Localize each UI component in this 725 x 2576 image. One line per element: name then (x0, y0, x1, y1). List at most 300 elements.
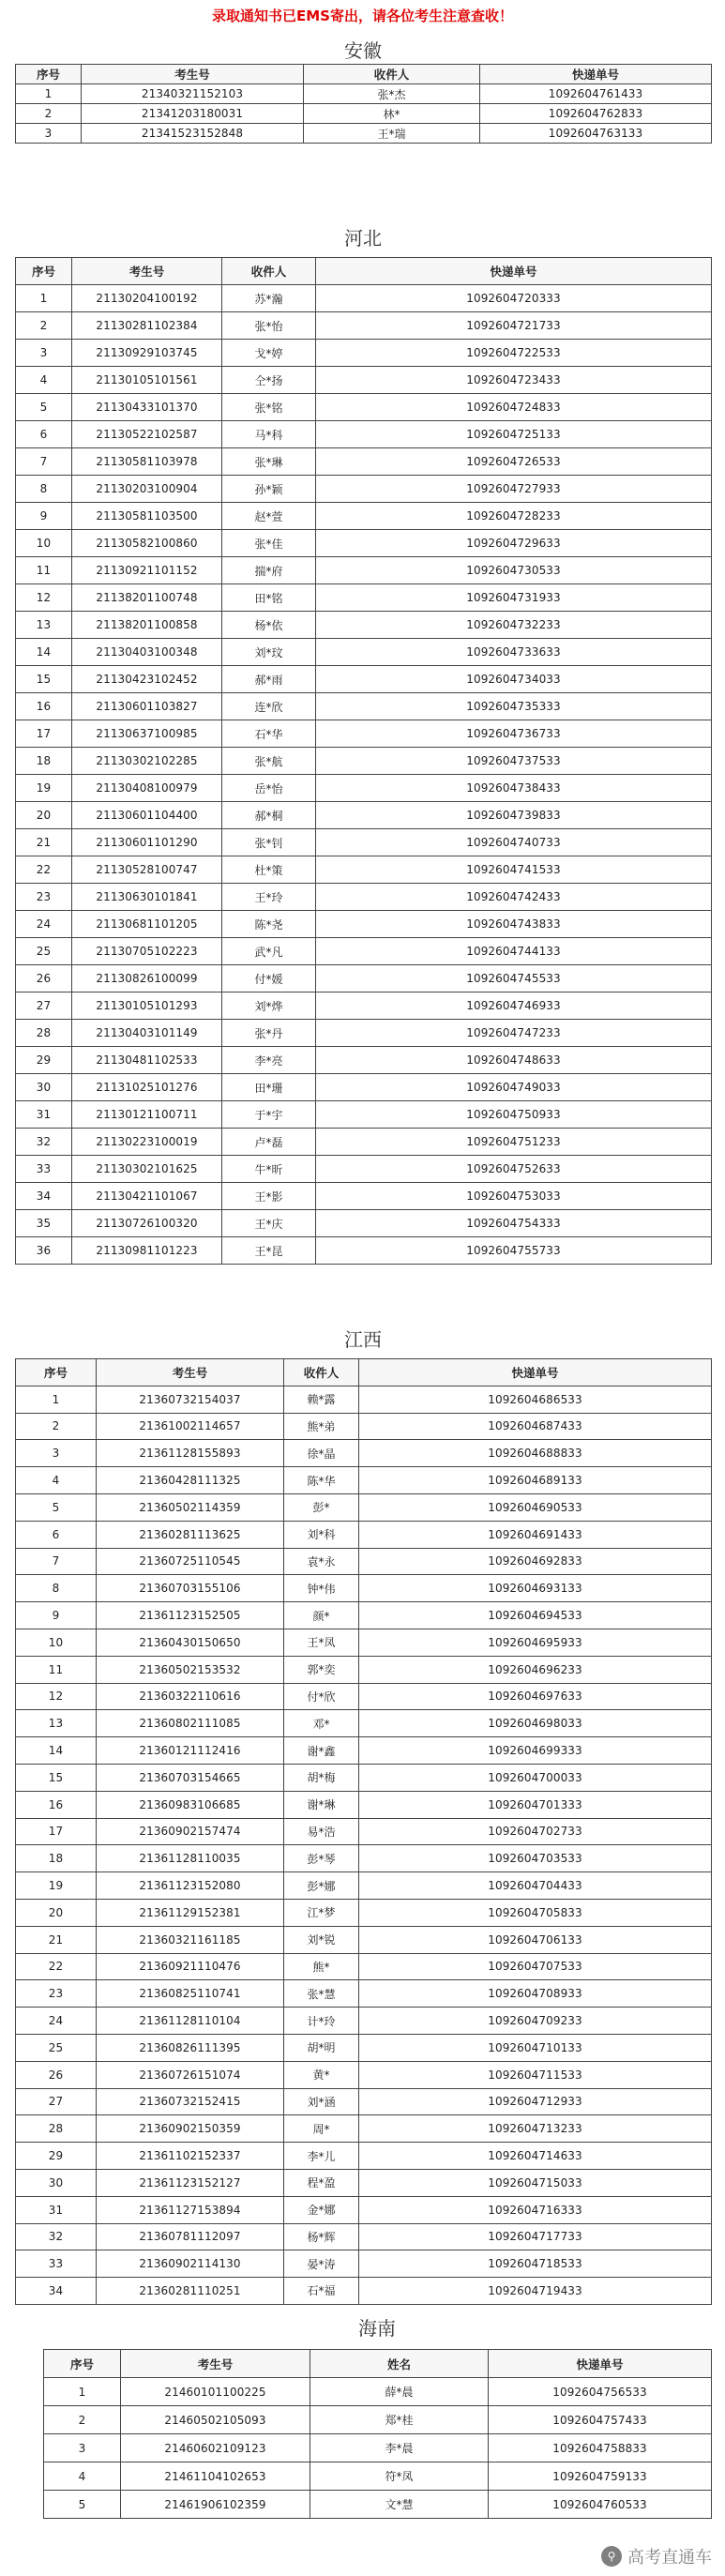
candidate-id: 21360802111085 (97, 1710, 284, 1737)
tracking-number: 1092604758833 (489, 2434, 712, 2462)
candidate-id: 21360703155106 (97, 1575, 284, 1602)
table-row (16, 1764, 712, 1791)
recipient-name: 王*凤 (284, 1629, 359, 1656)
candidate-id: 21130581103978 (72, 448, 222, 476)
watermark-text: 高考直通车 (627, 2548, 712, 2568)
recipient-name: 刘*烨 (222, 993, 316, 1020)
table-row (16, 2169, 712, 2196)
table-row (16, 1521, 712, 1548)
tracking-number: 1092604691433 (359, 1521, 712, 1548)
tracking-number: 1092604725133 (316, 421, 712, 448)
table-row (16, 884, 712, 911)
row-index: 13 (16, 612, 72, 639)
candidate-id: 21460502105093 (121, 2406, 310, 2434)
table-row (16, 2250, 712, 2278)
table-row (16, 1183, 712, 1210)
recipient-name: 卢*磊 (222, 1129, 316, 1156)
candidate-id: 21130826100099 (72, 965, 222, 993)
candidate-id: 21130121100711 (72, 1101, 222, 1129)
candidate-id: 21361123152080 (97, 1872, 284, 1900)
table-row (16, 1845, 712, 1872)
candidate-id: 21130223100019 (72, 1129, 222, 1156)
candidate-id: 21130637100985 (72, 720, 222, 748)
row-index: 6 (16, 1521, 97, 1548)
table-row (16, 2061, 712, 2088)
candidate-id: 21130582100860 (72, 530, 222, 557)
row-index: 33 (16, 1156, 72, 1183)
table-row (16, 84, 712, 104)
tracking-number: 1092604701333 (359, 1791, 712, 1818)
tracking-number: 1092604757433 (489, 2406, 712, 2434)
row-index: 2 (44, 2406, 121, 2434)
recipient-name: 江*梦 (284, 1899, 359, 1926)
tracking-number: 1092604726533 (316, 448, 712, 476)
recipient-name: 张*杰 (304, 84, 480, 104)
col-header-index: 序号 (16, 65, 82, 84)
row-index: 16 (16, 693, 72, 720)
recipient-name: 张*航 (222, 748, 316, 775)
candidate-id: 21130403101149 (72, 1020, 222, 1047)
recipient-name: 张*慧 (284, 1980, 359, 2008)
tracking-number: 1092604710133 (359, 2034, 712, 2061)
table-row (16, 2034, 712, 2061)
row-index: 30 (16, 1074, 72, 1101)
recipient-name: 晏*涛 (284, 2250, 359, 2278)
recipient-name: 王*影 (222, 1183, 316, 1210)
table-row (16, 394, 712, 421)
candidate-id: 21361128155893 (97, 1440, 284, 1467)
tracking-number: 1092604731933 (316, 584, 712, 612)
tracking-number: 1092604761433 (480, 84, 712, 104)
table-row (16, 1980, 712, 2008)
table-row (16, 1899, 712, 1926)
table-row (16, 312, 712, 340)
tracking-number: 1092604732233 (316, 612, 712, 639)
tracking-number: 1092604722533 (316, 340, 712, 367)
table-row (16, 802, 712, 829)
row-index: 2 (16, 104, 82, 124)
candidate-id: 21361102152337 (97, 2143, 284, 2170)
recipient-name: 谢*琳 (284, 1791, 359, 1818)
row-index: 27 (16, 993, 72, 1020)
recipient-name: 孙*颖 (222, 476, 316, 503)
table-row (16, 1656, 712, 1683)
candidate-id: 21130421101067 (72, 1183, 222, 1210)
tracking-number: 1092604698033 (359, 1710, 712, 1737)
tracking-number: 1092604686533 (359, 1386, 712, 1413)
candidate-id: 21130203100904 (72, 476, 222, 503)
recipient-name: 郝*桐 (222, 802, 316, 829)
row-index: 29 (16, 1047, 72, 1074)
tracking-number: 1092604727933 (316, 476, 712, 503)
row-index: 36 (16, 1237, 72, 1265)
col-header-recipient: 收件人 (284, 1359, 359, 1386)
candidate-id: 21360502114359 (97, 1493, 284, 1521)
table-row (16, 2115, 712, 2143)
candidate-id: 21130281102384 (72, 312, 222, 340)
col-header-recipient: 收件人 (304, 65, 480, 84)
table-row (16, 993, 712, 1020)
row-index: 1 (44, 2378, 121, 2406)
recipient-name: 杨*辉 (284, 2223, 359, 2250)
table-row (16, 1020, 712, 1047)
row-index: 5 (16, 394, 72, 421)
row-index: 5 (44, 2491, 121, 2519)
candidate-id: 21360726151074 (97, 2061, 284, 2088)
tracking-number: 1092604687433 (359, 1413, 712, 1440)
table-header-row (16, 65, 712, 84)
recipient-name: 计*玲 (284, 2008, 359, 2035)
table-row (16, 1791, 712, 1818)
row-index: 21 (16, 1926, 97, 1953)
tracking-number: 1092604704433 (359, 1872, 712, 1900)
recipient-name: 黄* (284, 2061, 359, 2088)
candidate-id: 21340321152103 (82, 84, 304, 104)
candidate-id: 21361123152127 (97, 2169, 284, 2196)
row-index: 17 (16, 720, 72, 748)
recipient-name: 岳*怡 (222, 775, 316, 802)
recipient-name: 郝*雨 (222, 666, 316, 693)
candidate-id: 21361127153894 (97, 2196, 284, 2223)
tracking-number: 1092604702733 (359, 1818, 712, 1845)
candidate-id: 21130481102533 (72, 1047, 222, 1074)
table-row (16, 2143, 712, 2170)
candidate-id: 21130981101223 (72, 1237, 222, 1265)
recipient-name: 谢*鑫 (284, 1737, 359, 1765)
tracking-number: 1092604703533 (359, 1845, 712, 1872)
candidate-id: 21341203180031 (82, 104, 304, 124)
row-index: 34 (16, 2278, 97, 2305)
tracking-number: 1092604707533 (359, 1953, 712, 1980)
tracking-number: 1092604748633 (316, 1047, 712, 1074)
candidate-id: 21361128110035 (97, 1845, 284, 1872)
row-index: 31 (16, 2196, 97, 2223)
recipient-name: 杨*依 (222, 612, 316, 639)
col-header-tracking-number: 快递单号 (316, 258, 712, 285)
recipient-name: 邓* (284, 1710, 359, 1737)
row-index: 25 (16, 2034, 97, 2061)
table-hainan (43, 2349, 712, 2519)
row-index: 1 (16, 285, 72, 312)
tracking-number: 1092604734033 (316, 666, 712, 693)
recipient-name: 刘*涵 (284, 2088, 359, 2115)
candidate-id: 21360322110616 (97, 1683, 284, 1710)
tracking-number: 1092604739833 (316, 802, 712, 829)
recipient-name: 文*慧 (310, 2491, 489, 2519)
tracking-number: 1092604756533 (489, 2378, 712, 2406)
tracking-number: 1092604742433 (316, 884, 712, 911)
recipient-name: 张*钊 (222, 829, 316, 856)
table-row (16, 1047, 712, 1074)
province-title-hainan: 海南 (358, 2317, 396, 2340)
col-header-index: 序号 (16, 1359, 97, 1386)
tracking-number: 1092604715033 (359, 2169, 712, 2196)
tracking-number: 1092604753033 (316, 1183, 712, 1210)
row-index: 6 (16, 421, 72, 448)
table-row (16, 748, 712, 775)
recipient-name: 郑*桂 (310, 2406, 489, 2434)
row-index: 12 (16, 1683, 97, 1710)
tracking-number: 1092604754333 (316, 1210, 712, 1237)
col-header-index: 序号 (16, 258, 72, 285)
candidate-id: 21130726100320 (72, 1210, 222, 1237)
recipient-name: 彭*娜 (284, 1872, 359, 1900)
table-row (16, 367, 712, 394)
table-row (16, 1440, 712, 1467)
candidate-id: 21360826111395 (97, 2034, 284, 2061)
candidate-id: 21360502153532 (97, 1656, 284, 1683)
candidate-id: 21130929103745 (72, 340, 222, 367)
tracking-number: 1092604743833 (316, 911, 712, 938)
row-index: 24 (16, 911, 72, 938)
candidate-id: 21361123152505 (97, 1602, 284, 1629)
table-row (16, 829, 712, 856)
tracking-number: 1092604740733 (316, 829, 712, 856)
tracking-number: 1092604762833 (480, 104, 712, 124)
recipient-name: 符*凤 (310, 2462, 489, 2491)
candidate-id: 21360902114130 (97, 2250, 284, 2278)
tracking-number: 1092604759133 (489, 2462, 712, 2491)
row-index: 10 (16, 530, 72, 557)
table-row (16, 530, 712, 557)
row-index: 3 (44, 2434, 121, 2462)
candidate-id: 21360430150650 (97, 1629, 284, 1656)
tracking-number: 1092604760533 (489, 2491, 712, 2519)
table-row (16, 557, 712, 584)
row-index: 17 (16, 1818, 97, 1845)
table-row (16, 612, 712, 639)
candidate-id: 21461906102359 (121, 2491, 310, 2519)
table-row (16, 503, 712, 530)
recipient-name: 揣*府 (222, 557, 316, 584)
candidate-id: 21130921101152 (72, 557, 222, 584)
tracking-number: 1092604737533 (316, 748, 712, 775)
table-row (16, 2278, 712, 2305)
recipient-name: 牛*昕 (222, 1156, 316, 1183)
tracking-number: 1092604699333 (359, 1737, 712, 1765)
notice-banner: 录取通知书已EMS寄出，请各位考生注意查收！ (212, 8, 513, 24)
table-row (16, 639, 712, 666)
recipient-name: 马*科 (222, 421, 316, 448)
candidate-id: 21360732154037 (97, 1386, 284, 1413)
tracking-number: 1092604696233 (359, 1656, 712, 1683)
row-index: 28 (16, 1020, 72, 1047)
table-row (16, 1575, 712, 1602)
col-header-candidate-id: 考生号 (82, 65, 304, 84)
row-index: 16 (16, 1791, 97, 1818)
row-index: 23 (16, 1980, 97, 2008)
table-row (16, 693, 712, 720)
recipient-name: 张*琳 (222, 448, 316, 476)
table-row (16, 340, 712, 367)
row-index: 13 (16, 1710, 97, 1737)
candidate-id: 21360725110545 (97, 1548, 284, 1575)
tracking-number: 1092604752633 (316, 1156, 712, 1183)
table-row (16, 1953, 712, 1980)
tracking-number: 1092604718533 (359, 2250, 712, 2278)
recipient-name: 付*欣 (284, 1683, 359, 1710)
table-row (44, 2491, 712, 2519)
row-index: 19 (16, 1872, 97, 1900)
candidate-id: 21361128110104 (97, 2008, 284, 2035)
row-index: 4 (16, 1467, 97, 1494)
table-row (16, 911, 712, 938)
row-index: 29 (16, 2143, 97, 2170)
row-index: 11 (16, 1656, 97, 1683)
candidate-id: 21130302102285 (72, 748, 222, 775)
table-row (16, 938, 712, 965)
recipient-name: 连*欣 (222, 693, 316, 720)
row-index: 20 (16, 1899, 97, 1926)
row-index: 15 (16, 1764, 97, 1791)
row-index: 32 (16, 2223, 97, 2250)
candidate-id: 21130408100979 (72, 775, 222, 802)
recipient-name: 陈*尧 (222, 911, 316, 938)
recipient-name: 武*凡 (222, 938, 316, 965)
tracking-number: 1092604721733 (316, 312, 712, 340)
row-index: 18 (16, 1845, 97, 1872)
table-row (44, 2434, 712, 2462)
table-row (16, 2008, 712, 2035)
tracking-number: 1092604720333 (316, 285, 712, 312)
watermark (601, 2544, 712, 2568)
table-row (16, 1872, 712, 1900)
recipient-name: 李*亮 (222, 1047, 316, 1074)
table-hebei (15, 257, 712, 1265)
row-index: 2 (16, 312, 72, 340)
recipient-name: 程*盈 (284, 2169, 359, 2196)
table-row (16, 584, 712, 612)
row-index: 1 (16, 84, 82, 104)
candidate-id: 21130204100192 (72, 285, 222, 312)
table-row (16, 1210, 712, 1237)
row-index: 8 (16, 476, 72, 503)
table-row (16, 1467, 712, 1494)
candidate-id: 21460602109123 (121, 2434, 310, 2462)
recipient-name: 付*媛 (222, 965, 316, 993)
recipient-name: 李*儿 (284, 2143, 359, 2170)
row-index: 7 (16, 448, 72, 476)
row-index: 15 (16, 666, 72, 693)
col-header-tracking-number: 快递单号 (480, 65, 712, 84)
candidate-id: 21130105101561 (72, 367, 222, 394)
row-index: 26 (16, 965, 72, 993)
col-header-candidate-id: 考生号 (72, 258, 222, 285)
recipient-name: 于*宇 (222, 1101, 316, 1129)
recipient-name: 熊* (284, 1953, 359, 1980)
candidate-id: 21361129152381 (97, 1899, 284, 1926)
tracking-number: 1092604755733 (316, 1237, 712, 1265)
recipient-name: 周* (284, 2115, 359, 2143)
tracking-number: 1092604688833 (359, 1440, 712, 1467)
province-title-jiangxi: 江西 (344, 1328, 382, 1351)
table-row (44, 2462, 712, 2491)
table-jiangxi (15, 1358, 712, 2305)
row-index: 3 (16, 340, 72, 367)
table-row (16, 1237, 712, 1265)
tracking-number: 1092604763133 (480, 124, 712, 144)
table-row (16, 1737, 712, 1765)
tracking-number: 1092604747233 (316, 1020, 712, 1047)
recipient-name: 薛*晨 (310, 2378, 489, 2406)
row-index: 28 (16, 2115, 97, 2143)
tracking-number: 1092604692833 (359, 1548, 712, 1575)
table-row (16, 1683, 712, 1710)
row-index: 31 (16, 1101, 72, 1129)
candidate-id: 21360902157474 (97, 1818, 284, 1845)
recipient-name: 胡*梅 (284, 1764, 359, 1791)
row-index: 18 (16, 748, 72, 775)
table-row (16, 1101, 712, 1129)
tracking-number: 1092604716333 (359, 2196, 712, 2223)
recipient-name: 王*玲 (222, 884, 316, 911)
recipient-name: 彭*琴 (284, 1845, 359, 1872)
tracking-number: 1092604712933 (359, 2088, 712, 2115)
candidate-id: 21130581103500 (72, 503, 222, 530)
tracking-number: 1092604714633 (359, 2143, 712, 2170)
row-index: 23 (16, 884, 72, 911)
row-index: 34 (16, 1183, 72, 1210)
tracking-number: 1092604728233 (316, 503, 712, 530)
row-index: 7 (16, 1548, 97, 1575)
table-header-row (44, 2350, 712, 2378)
row-index: 9 (16, 1602, 97, 1629)
tracking-number: 1092604746933 (316, 993, 712, 1020)
recipient-name: 钟*伟 (284, 1575, 359, 1602)
tracking-number: 1092604735333 (316, 693, 712, 720)
candidate-id: 21130423102452 (72, 666, 222, 693)
tracking-number: 1092604689133 (359, 1467, 712, 1494)
row-index: 5 (16, 1493, 97, 1521)
recipient-name: 苏*瀚 (222, 285, 316, 312)
table-row (16, 1602, 712, 1629)
tracking-number: 1092604713233 (359, 2115, 712, 2143)
candidate-id: 21130601101290 (72, 829, 222, 856)
recipient-name: 张*怡 (222, 312, 316, 340)
recipient-name: 赵*萱 (222, 503, 316, 530)
recipient-name: 胡*明 (284, 2034, 359, 2061)
recipient-name: 石*华 (222, 720, 316, 748)
recipient-name: 张*铭 (222, 394, 316, 421)
candidate-id: 21138201100748 (72, 584, 222, 612)
table-row (16, 2223, 712, 2250)
candidate-id: 21361002114657 (97, 1413, 284, 1440)
row-index: 27 (16, 2088, 97, 2115)
col-header-index: 序号 (44, 2350, 121, 2378)
recipient-name: 刘*玟 (222, 639, 316, 666)
candidate-id: 21130601104400 (72, 802, 222, 829)
candidate-id: 21130528100747 (72, 856, 222, 884)
recipient-name: 金*娜 (284, 2196, 359, 2223)
tracking-number: 1092604741533 (316, 856, 712, 884)
table-row (16, 965, 712, 993)
tracking-number: 1092604694533 (359, 1602, 712, 1629)
tracking-number: 1092604736733 (316, 720, 712, 748)
table-row (44, 2406, 712, 2434)
tracking-number: 1092604744133 (316, 938, 712, 965)
tracking-number: 1092604706133 (359, 1926, 712, 1953)
candidate-id: 21360281110251 (97, 2278, 284, 2305)
table-row (16, 421, 712, 448)
col-header-tracking-number: 快递单号 (489, 2350, 712, 2378)
recipient-name: 李*晨 (310, 2434, 489, 2462)
tracking-number: 1092604751233 (316, 1129, 712, 1156)
table-row (16, 1386, 712, 1413)
row-index: 22 (16, 856, 72, 884)
candidate-id: 21130681101205 (72, 911, 222, 938)
table-row (16, 2088, 712, 2115)
recipient-name: 张*丹 (222, 1020, 316, 1047)
